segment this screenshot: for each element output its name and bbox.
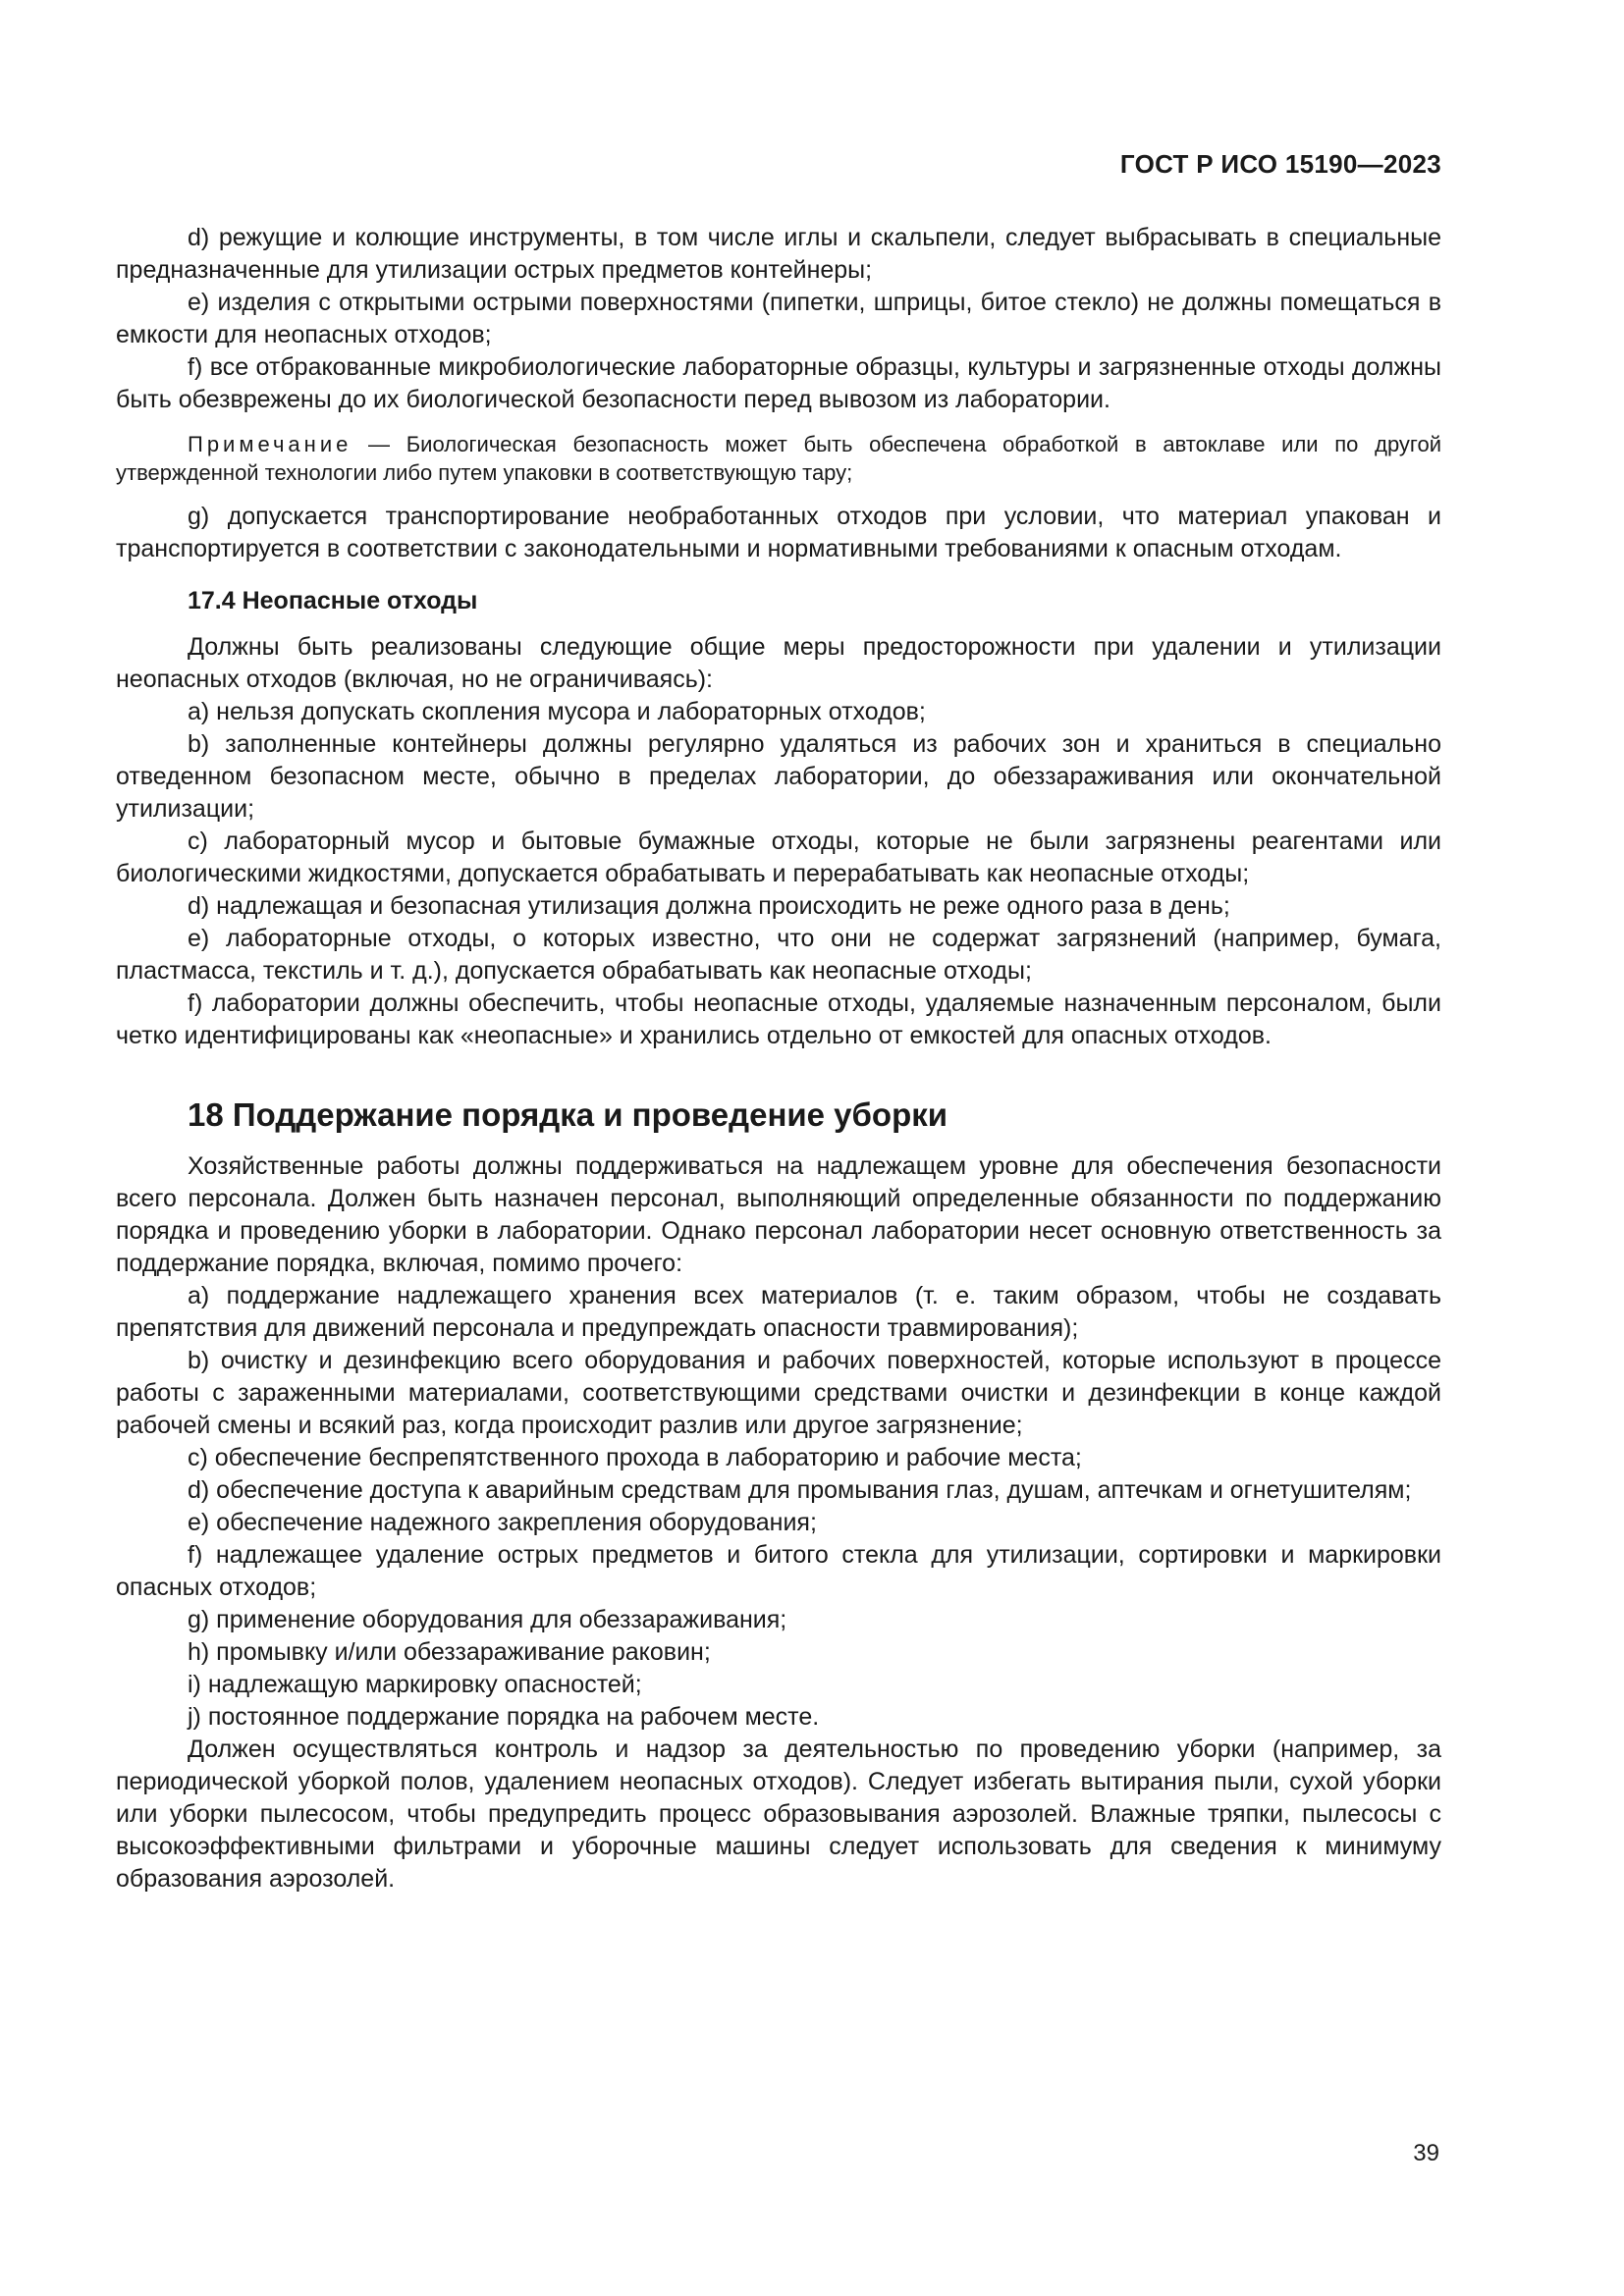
list-item: b) заполненные контейнеры должны регулярно удаляться из рабочих зон и храниться в специально отведенном безопасном месте, обычно в пределах лаборатории, до обеззараживания или окончательной утилизации; xyxy=(116,730,1441,823)
list-item: a) нельзя допускать скопления мусора и лабораторных отходов; xyxy=(188,698,926,725)
paragraph: Хозяйственные работы должны поддерживаться на надлежащем уровне для обеспечения безопасности всего персонала. Должен быть назначен персонал, выполняющий определенные обязанности по поддержанию порядка и проведению уборки в лаборатории. Однако персонал лаборатории несет основную ответственность за поддержание порядка, включая, помимо прочего: xyxy=(116,1152,1441,1277)
list-item: e) обеспечение надежного закрепления оборудования; xyxy=(188,1509,817,1536)
list-item: d) обеспечение доступа к аварийным средствам для промывания глаз, душам, аптечкам и огнетушителям; xyxy=(188,1476,1412,1504)
note-label: Примечание xyxy=(188,432,352,456)
paragraph: Должен осуществляться контроль и надзор за деятельностью по проведению уборки (например, за периодической уборкой полов, удалением неопасных отходов). Следует избегать вытирания пыли, сухой уборки или уборки пылесосом, чтобы предупредить процесс образовывания аэрозолей. Влажные тряпки, пылесосы с высокоэффективными фильтрами и уборочные машины следует использовать для сведения к минимуму образования аэрозолей. xyxy=(116,1735,1441,1893)
subsection-title: 17.4 Неопасные отходы xyxy=(188,587,478,614)
list-item: d) режущие и колющие инструменты, в том числе иглы и скальпели, следует выбрасывать в специальные предназначенные для утилизации острых предметов контейнеры; xyxy=(116,224,1441,284)
list-item: a) поддержание надлежащего хранения всех материалов (т. е. таким образом, чтобы не создавать препятствия для движений персонала и предупреждать опасности травмирования); xyxy=(116,1282,1441,1342)
list-item: j) постоянное поддержание порядка на рабочем месте. xyxy=(188,1703,820,1731)
paragraph: Должны быть реализованы следующие общие меры предосторожности при удалении и утилизации неопасных отходов (включая, но не ограничиваясь): xyxy=(116,633,1441,693)
page-number: 39 xyxy=(1413,2140,1439,2166)
list-item: g) применение оборудования для обеззараживания; xyxy=(188,1606,787,1633)
list-item: i) надлежащую маркировку опасностей; xyxy=(188,1671,642,1698)
note xyxy=(116,430,1441,487)
section-title: 18 Поддержание порядка и проведение уборки xyxy=(188,1096,948,1133)
list-item: c) лабораторный мусор и бытовые бумажные отходы, которые не были загрязнены реагентами или биологическими жидкостями, допускается обрабатывать и перерабатывать как неопасные отходы; xyxy=(116,828,1441,887)
list-item: h) промывку и/или обеззараживание раковин; xyxy=(188,1638,711,1666)
list-item: b) очистку и дезинфекцию всего оборудования и рабочих поверхностей, которые используют в процессе работы с зараженными материалами, соответствующими средствами очистки и дезинфекции в конце каждой рабочей смены и всякий раз, когда происходит разлив или другое загрязнение; xyxy=(116,1347,1441,1439)
list-item: e) лабораторные отходы, о которых известно, что они не содержат загрязнений (например, бумага, пластмасса, текстиль и т. д.), допускается обрабатывать как неопасные отходы; xyxy=(116,925,1441,985)
list-item: g) допускается транспортирование необработанных отходов при условии, что материал упакован и транспортируется в соответствии с законодательными и нормативными требованиями к опасным отходам. xyxy=(116,503,1441,562)
list-item: f) все отбракованные микробиологические лабораторные образцы, культуры и загрязненные отходы должны быть обезврежены до их биологической безопасности перед вывозом из лаборатории. xyxy=(116,353,1441,413)
note-text: — Биологическая безопасность может быть обеспечена обработкой в автоклаве или по другой утвержденной технологии либо путем упаковки в соответствующую тару; xyxy=(116,432,1441,485)
list-item: e) изделия с открытыми острыми поверхностями (пипетки, шприцы, битое стекло) не должны помещаться в емкости для неопасных отходов; xyxy=(116,289,1441,348)
list-item: f) лаборатории должны обеспечить, чтобы неопасные отходы, удаляемые назначенным персоналом, были четко идентифицированы как «неопасные» и хранились отдельно от емкостей для опасных отходов. xyxy=(116,989,1441,1049)
list-item: f) надлежащее удаление острых предметов и битого стекла для утилизации, сортировки и маркировки опасных отходов; xyxy=(116,1541,1441,1601)
document-header: ГОСТ Р ИСО 15190—2023 xyxy=(1119,149,1441,179)
document-body xyxy=(116,222,1441,1896)
list-item: d) надлежащая и безопасная утилизация должна происходить не реже одного раза в день; xyxy=(188,892,1230,920)
list-item: c) обеспечение беспрепятственного прохода в лабораторию и рабочие места; xyxy=(188,1444,1082,1471)
